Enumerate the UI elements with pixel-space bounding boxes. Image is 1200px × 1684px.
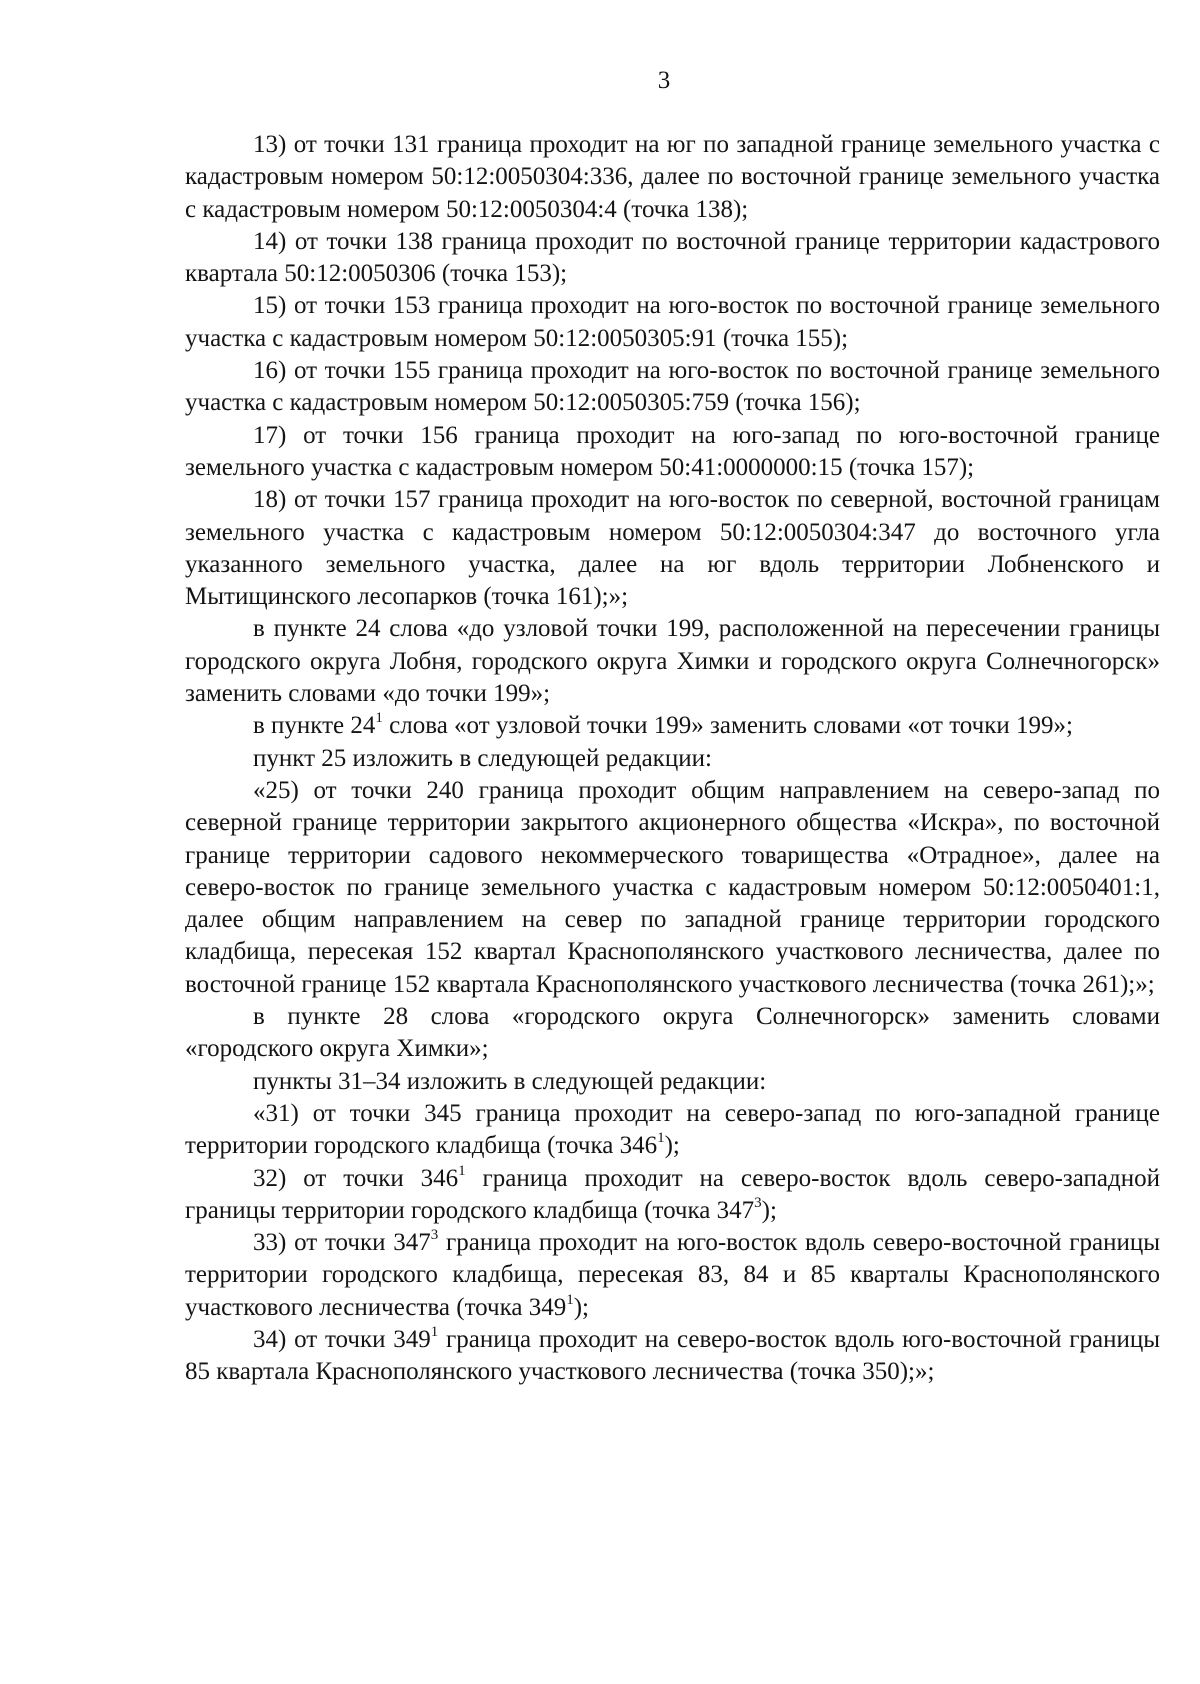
paragraph-text: граница проходит на северо-восток вдоль северо-западной границы территории городского кладбища (точка 347 bbox=[185, 1164, 1160, 1224]
paragraph-text: ); bbox=[664, 1132, 680, 1160]
paragraph bbox=[185, 1163, 1160, 1228]
paragraph-text: 13) от точки 131 граница проходит на юг по западной границе земельного участка с кадастровым номером 50:12:0050304:336, далее по восточной границе земельного участка с кадастровым номером 50:12:0050304:4 (точка 138); bbox=[185, 131, 1160, 223]
paragraph-text: 17) от точки 156 граница проходит на юго-запад по юго-восточной границе земельного участка с кадастровым номером 50:41:0000000:15 (точка 157); bbox=[185, 421, 1160, 481]
superscript-index: 1 bbox=[458, 1162, 466, 1179]
paragraph bbox=[185, 226, 1160, 291]
paragraph-text: в пункте 28 слова «городского округа Солнечногорск» заменить словами «городского округа Химки»; bbox=[185, 1003, 1160, 1063]
paragraph bbox=[185, 1098, 1160, 1163]
paragraph bbox=[185, 355, 1160, 420]
paragraph bbox=[185, 710, 1160, 742]
paragraph-text: 14) от точки 138 граница проходит по восточной границе территории кадастрового квартала 50:12:0050306 (точка 153); bbox=[185, 227, 1160, 288]
paragraph bbox=[185, 613, 1160, 710]
paragraph-text: пункт 25 изложить в следующей редакции: bbox=[253, 744, 712, 772]
paragraph bbox=[185, 1001, 1160, 1066]
paragraph bbox=[185, 1324, 1160, 1389]
paragraph-text: 16) от точки 155 граница проходит на юго-восток по восточной границе земельного участка с кадастровым номером 50:12:0050305:759 (точка 156); bbox=[185, 357, 1160, 417]
superscript-index: 1 bbox=[566, 1291, 574, 1308]
paragraph-text: ); bbox=[573, 1293, 590, 1321]
paragraph-text: в пункте 24 bbox=[253, 712, 376, 740]
paragraph-text: слова «от узловой точки 199» заменить словами «от точки 199»; bbox=[382, 712, 1073, 740]
paragraph-text: ); bbox=[761, 1196, 777, 1224]
paragraph bbox=[185, 743, 1160, 775]
paragraph-text: «31) от точки 345 граница проходит на северо-запад по юго-западной границе территории городского кладбища (точка 346 bbox=[185, 1099, 1160, 1160]
page-number: 3 bbox=[657, 67, 671, 94]
paragraph bbox=[185, 290, 1160, 355]
paragraph-text: пункты 31–34 изложить в следующей редакции: bbox=[253, 1067, 767, 1095]
paragraph bbox=[185, 1066, 1160, 1098]
paragraph bbox=[185, 420, 1160, 485]
superscript-index: 1 bbox=[657, 1130, 665, 1147]
paragraph-text: 32) от точки 346 bbox=[253, 1164, 459, 1192]
superscript-index: 1 bbox=[430, 1323, 439, 1340]
document-body bbox=[185, 129, 1160, 1389]
paragraph-text: «25) от точки 240 граница проходит общим направлением на северо-запад по северной границе территории закрытого акционерного общества «Искра», по восточной границе территории садового некоммерческого товарищества «Отрадное», далее на северо-восток по границе земельного участка с кадастровым номером 50:12:0050401:1, далее общим направлением на север по западной границе территории городского кладбища, пересекая 152 квартал Краснополянского участкового лесничества, далее по восточной границе 152 квартала Краснополянского участкового лесничества (точка 261);»; bbox=[185, 776, 1160, 998]
superscript-index: 3 bbox=[430, 1227, 439, 1244]
paragraph bbox=[185, 775, 1160, 1001]
paragraph-text: 33) от точки 347 bbox=[253, 1229, 431, 1257]
paragraph-text: в пункте 24 слова «до узловой точки 199, расположенной на пересечении границы городского округа Лобня, городского округа Химки и городского округа Солнечногорск» заменить словами «до точки 199»; bbox=[185, 615, 1160, 708]
superscript-index: 3 bbox=[754, 1194, 762, 1211]
paragraph-text: 34) от точки 349 bbox=[253, 1325, 431, 1353]
paragraph bbox=[185, 1227, 1160, 1324]
paragraph-text: 18) от точки 157 граница проходит на юго-восток по северной, восточной границам земельного участка с кадастровым номером 50:12:0050304:347 до восточного угла указанного земельного участка, далее на юг вдоль территории Лобненского и Мытищинского лесопарков (точка 161);»; bbox=[185, 486, 1160, 611]
paragraph bbox=[185, 484, 1160, 613]
paragraph-text: 15) от точки 153 граница проходит на юго-восток по восточной границе земельного участка с кадастровым номером 50:12:0050305:91 (точка 155); bbox=[185, 292, 1160, 352]
superscript-index: 1 bbox=[375, 710, 383, 727]
paragraph bbox=[185, 129, 1160, 226]
paragraph-text: граница проходит на юго-восток вдоль северо-восточной границы территории городского кладбища, пересекая 83, 84 и 85 кварталы Краснополянского участкового лесничества (точка 349 bbox=[185, 1229, 1160, 1321]
paragraph-text: граница проходит на северо-восток вдоль юго-восточной границы 85 квартала Краснополянского участкового лесничества (точка 350);»; bbox=[185, 1325, 1160, 1386]
